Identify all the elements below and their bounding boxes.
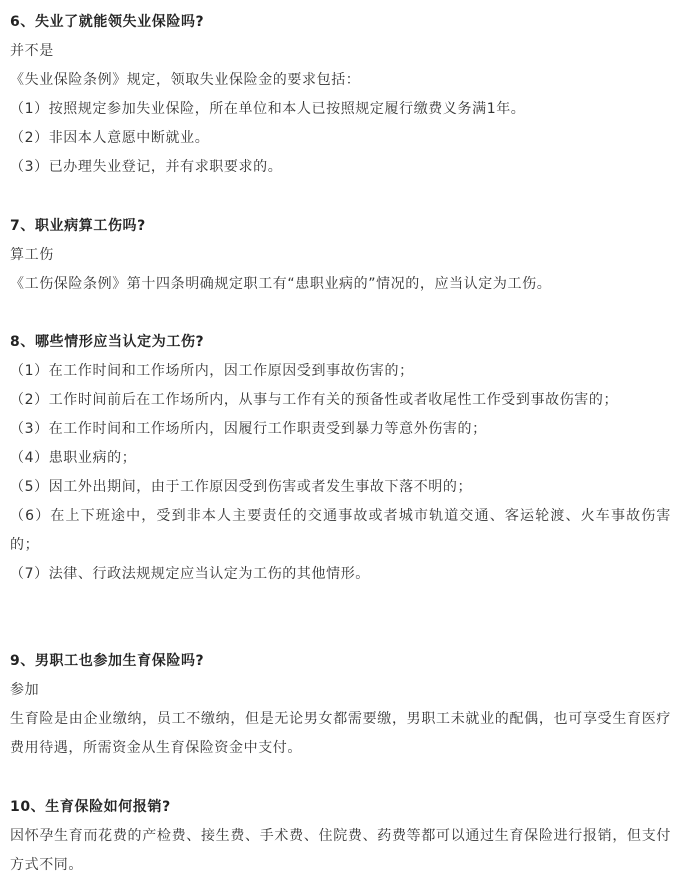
faq-answer-line: 《失业保险条例》规定，领取失业保险金的要求包括： [10, 72, 361, 88]
faq-answer-line: （1）在工作时间和工作场所内，因工作原因受到事故伤害的； [10, 363, 414, 379]
faq-answer-line: 生育险是由企业缴纳，员工不缴纳，但是无论男女都需要缴，男职工未就业的配偶，也可享受生育医疗费用待遇，所需资金从生育保险资金中支付。 [10, 711, 671, 756]
faq-question: 8、哪些情形应当认定为工伤? [10, 334, 205, 350]
faq-answer-line: 因怀孕生育而花费的产检费、接生费、手术费、住院费、药费等都可以通过生育保险进行报销，但支付方式不同。 [10, 828, 671, 873]
faq-answer-line: （3）在工作时间和工作场所内，因履行工作职责受到暴力等意外伤害的； [10, 421, 487, 437]
faq-question: 7、职业病算工伤吗? [10, 218, 146, 234]
faq-answer-line: 并不是 [10, 43, 54, 59]
faq-answer-line: （3）已办理失业登记，并有求职要求的。 [10, 159, 283, 175]
faq-section-8 [10, 328, 671, 589]
faq-answer-line: （6）在上下班途中，受到非本人主要责任的交通事故或者城市轨道交通、客运轮渡、火车事故伤害的； [10, 508, 671, 553]
faq-answer-line: 参加 [10, 682, 40, 698]
faq-answer-line: （2）非因本人意愿中断就业。 [10, 130, 210, 146]
faq-section-6 [10, 8, 671, 182]
faq-question: 9、男职工也参加生育保险吗? [10, 653, 205, 669]
faq-answer-line: （5）因工外出期间，由于工作原因受到伤害或者发生事故下落不明的； [10, 479, 473, 495]
faq-answer-line: 算工伤 [10, 247, 54, 263]
faq-answer-line: （4）患职业病的； [10, 450, 137, 466]
faq-section-7 [10, 212, 671, 299]
faq-answer-line: （7）法律、行政法规规定应当认定为工伤的其他情形。 [10, 566, 370, 582]
faq-answer-line: 《工伤保险条例》第十四条明确规定职工有“患职业病的”情况的，应当认定为工伤。 [10, 276, 552, 292]
faq-section-9 [10, 647, 671, 763]
faq-section-10 [10, 793, 671, 880]
faq-question: 10、生育保险如何报销? [10, 799, 171, 815]
faq-answer-line: （1）按照规定参加失业保险，所在单位和本人已按照规定履行缴费义务满1年。 [10, 101, 526, 117]
faq-answer-line: （2）工作时间前后在工作场所内，从事与工作有关的预备性或者收尾性工作受到事故伤害的； [10, 392, 619, 408]
faq-question: 6、失业了就能领失业保险吗? [10, 14, 205, 30]
